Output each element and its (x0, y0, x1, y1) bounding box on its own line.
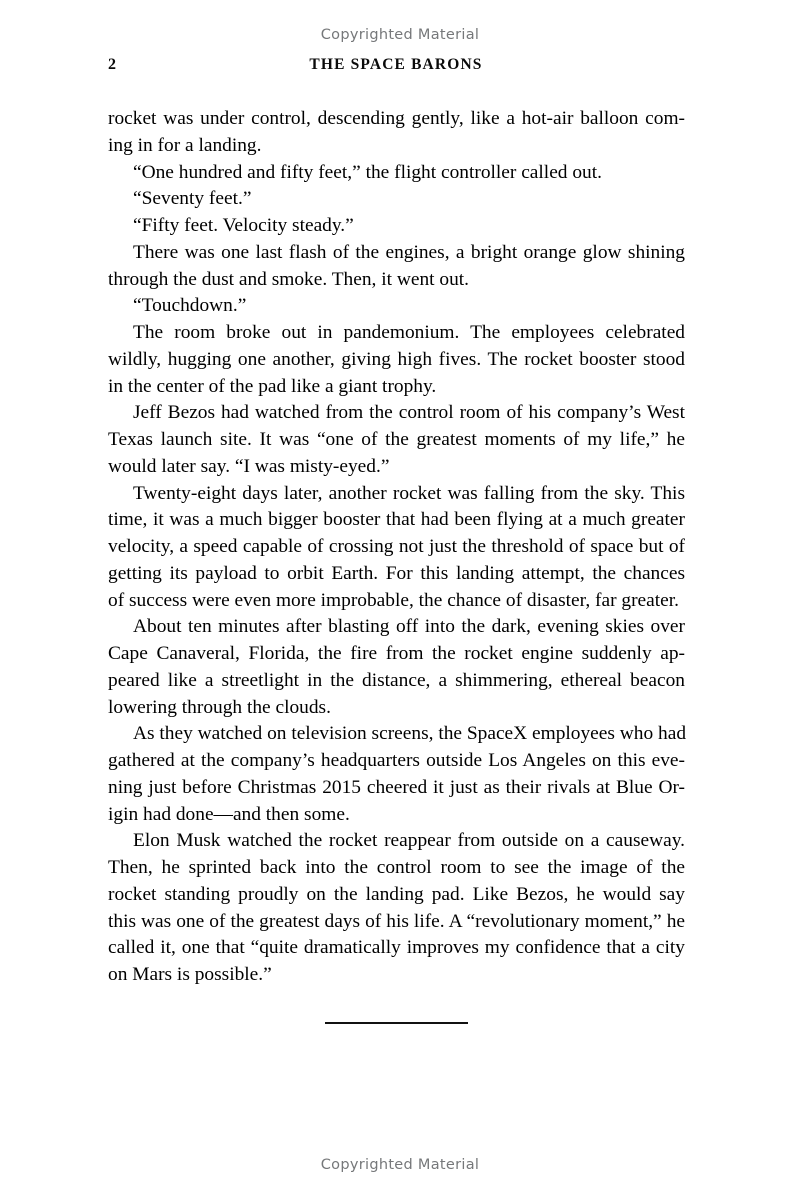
text-line: “Touchdown.” (133, 295, 247, 317)
text-line: Elon Musk watched the rocket reappear from outside on a causeway. (133, 830, 685, 852)
body-text (108, 106, 685, 989)
text-line: “Fifty feet. Velocity steady.” (133, 215, 354, 236)
paragraph (108, 106, 685, 160)
book-title-header: THE SPACE BARONS (309, 56, 483, 73)
text-line: in the center of the pad like a giant trophy. (108, 375, 437, 397)
running-head (108, 54, 684, 76)
paragraph (108, 481, 685, 615)
paragraph (108, 828, 685, 989)
text-line: through the dust and smoke. Then, it went out. (108, 268, 470, 290)
text-line: About ten minutes after blasting off into the dark, evening skies over (133, 616, 685, 638)
text-line: As they watched on television screens, the SpaceX employees who had (133, 723, 687, 745)
text-line: lowering through the clouds. (108, 696, 331, 718)
text-line: wildly, hugging one another, giving high fives. The rocket booster stood (108, 348, 685, 370)
paragraph (108, 186, 685, 213)
copyright-watermark-top: Copyrighted Material (320, 27, 480, 43)
text-line: Twenty-eight days later, another rocket was falling from the sky. This (133, 482, 685, 504)
text-line: There was one last flash of the engines, a bright orange glow shining (133, 241, 685, 263)
paragraph (108, 614, 685, 721)
text-line: “Seventy feet.” (133, 188, 252, 210)
paragraph (108, 400, 685, 480)
text-line: velocity, a speed capable of crossing not just the threshold of space but of (108, 536, 685, 557)
text-line: Jeff Bezos had watched from the control room of his company’s West (133, 402, 685, 424)
text-line: igin had done—and then some. (108, 803, 350, 825)
copyright-watermark-bottom: Copyrighted Material (320, 1157, 480, 1173)
paragraph (108, 721, 685, 828)
section-break (108, 1014, 685, 1032)
text-line: would later say. “I was misty-eyed.” (108, 455, 390, 477)
paragraph (108, 293, 685, 320)
paragraph (108, 160, 685, 187)
text-line: rocket standing proudly on the landing pad. Like Bezos, he would say (108, 883, 685, 905)
text-line: called it, one that “quite dramatically improves my confidence that a city (108, 937, 685, 959)
paragraph (108, 213, 685, 240)
text-line: this was one of the greatest days of his life. A “revolutionary moment,” he (108, 910, 685, 932)
paragraph (108, 240, 685, 294)
text-line: peared like a streetlight in the distance, a shimmering, ethereal beacon (108, 669, 685, 691)
text-line: Then, he sprinted back into the control room to see the image of the (108, 857, 685, 878)
text-line: on Mars is possible.” (108, 964, 272, 985)
text-line: of success were even more improbable, the chance of disaster, far greater. (108, 589, 679, 611)
text-line: Texas launch site. It was “one of the greatest moments of my life,” he (108, 429, 685, 450)
paragraph (108, 320, 685, 400)
section-divider-rule (325, 1022, 468, 1024)
text-line: getting its payload to orbit Earth. For this landing attempt, the chances (108, 562, 685, 584)
text-line: ning just before Christmas 2015 cheered it just as their rivals at Blue Or- (108, 776, 685, 798)
page-number: 2 (108, 56, 116, 73)
text-line: The room broke out in pandemonium. The employees celebrated (133, 322, 685, 343)
text-line: rocket was under control, descending gently, like a hot-air balloon com- (108, 108, 685, 129)
text-line: “One hundred and fifty feet,” the flight controller called out. (133, 161, 602, 183)
text-line: gathered at the company’s headquarters outside Los Angeles on this eve- (108, 750, 685, 771)
text-line: ing in for a landing. (108, 134, 262, 156)
text-line: Cape Canaveral, Florida, the fire from the rocket engine suddenly ap- (108, 643, 685, 664)
text-line: time, it was a much bigger booster that had been flying at a much greater (108, 509, 685, 531)
